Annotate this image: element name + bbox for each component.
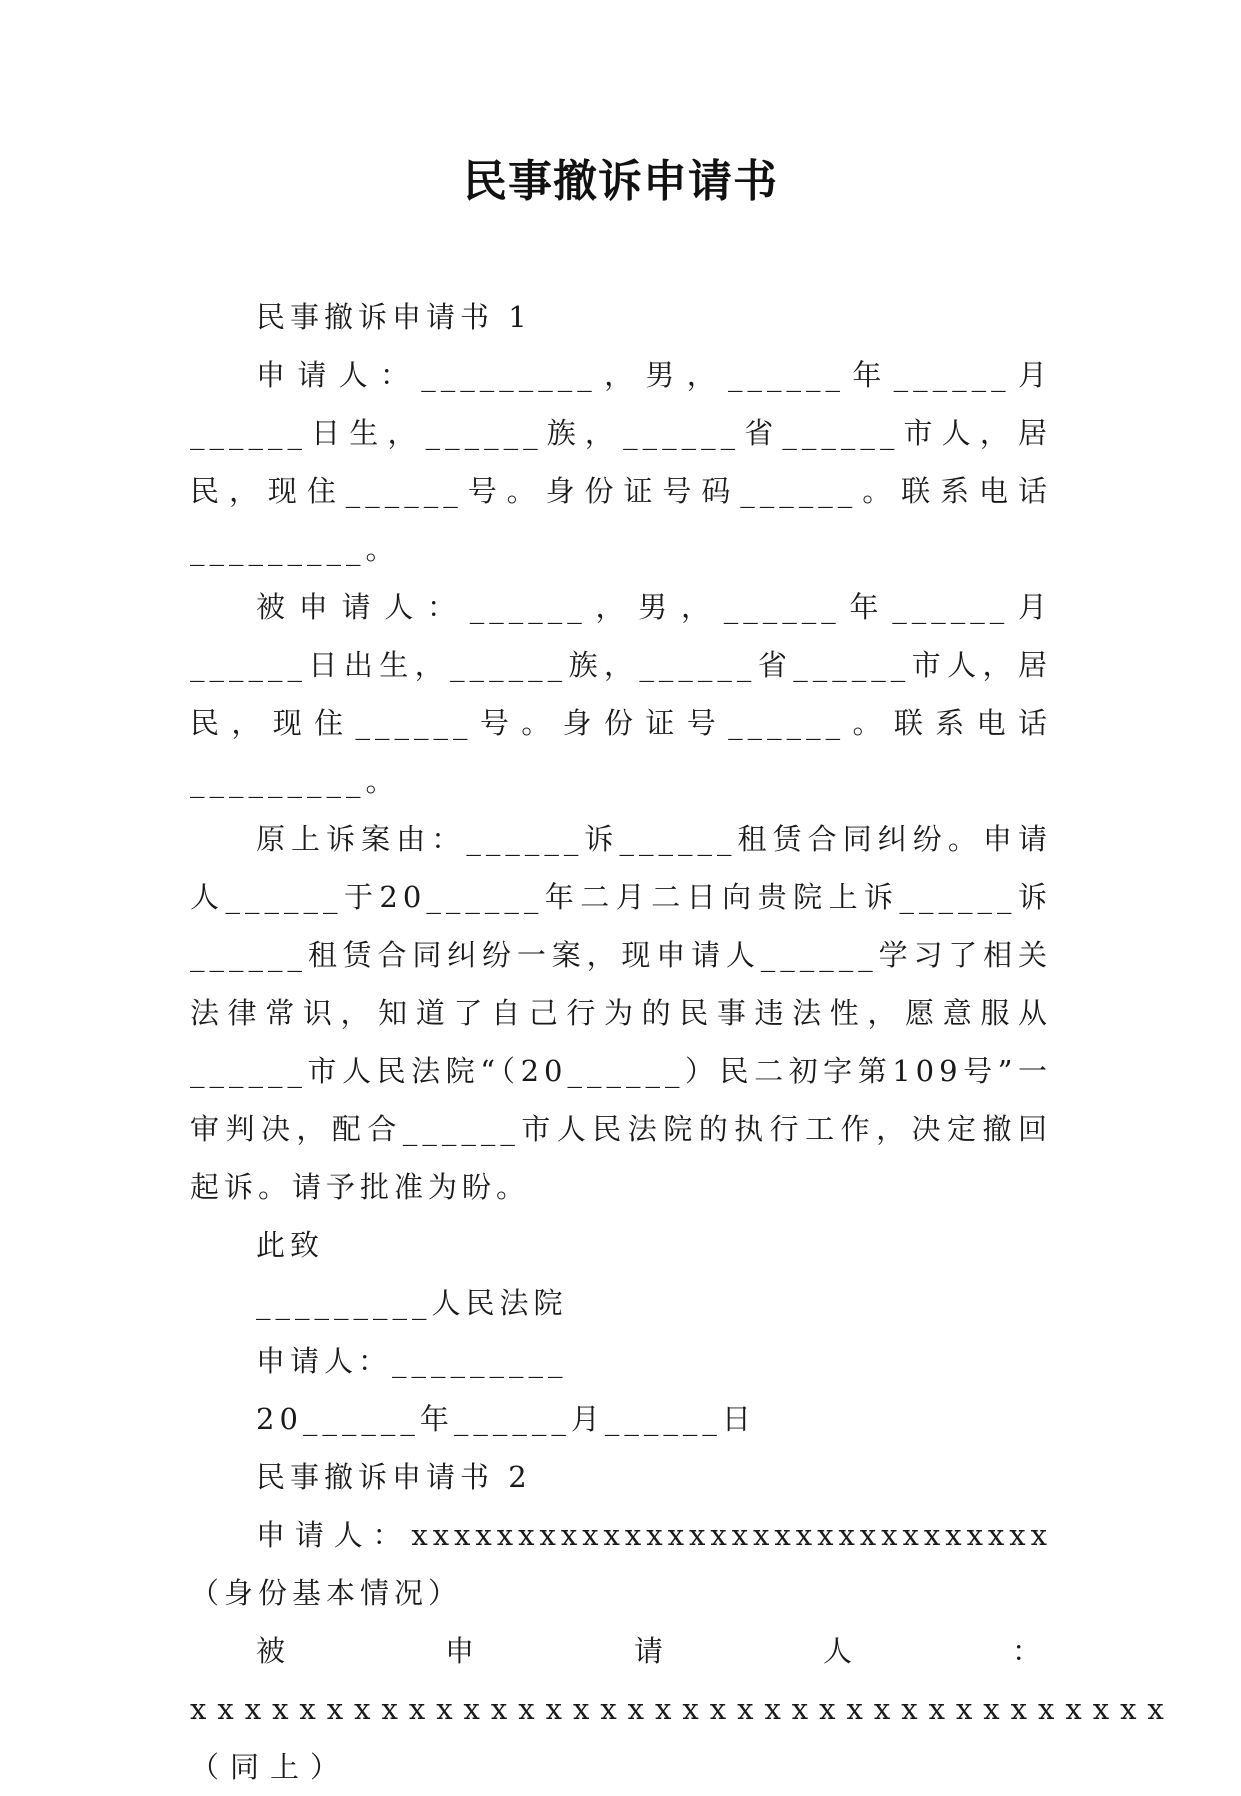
court-name-line: _________人民法院: [256, 1286, 568, 1320]
document-body: [190, 288, 1175, 1796]
respondent-info-paragraph: 被申请人：xxxxxxxxxxxxxxxxxxxxxxxxxxxxxxxxxxxx（同上）: [190, 1634, 1175, 1784]
applicant-info-paragraph: 申请人：xxxxxxxxxxxxxxxxxxxxxxxxxxxxxx（身份基本情况）: [190, 1518, 1052, 1610]
salutation: 此致: [256, 1228, 325, 1262]
section-heading-1: 民事撤诉申请书 1: [256, 300, 532, 334]
respondent-paragraph: 被申请人：______，男，______年______月______日出生，______族，______省______市人，居民，现住______号。身份证号______。联系电话_________。: [190, 590, 1052, 798]
case-statement-paragraph: 原上诉案由：______诉______租赁合同纠纷。申请人______于20______年二月二日向贵院上诉______诉______租赁合同纠纷一案，现申请人______学习了相关法律常识，知道了自己行为的民事违法性，愿意服从______市人民法院“（20______）民二初字第109号”一审判决，配合______市人民法院的执行工作，决定撤回起诉。请予批准为盼。: [190, 822, 1052, 1204]
document-title: 民事撤诉申请书: [463, 156, 778, 207]
section-heading-2: 民事撤诉申请书 2: [256, 1460, 532, 1494]
applicant-paragraph: 申请人：_________，男，______年______月______日生，______族，______省______市人，居民，现住______号。身份证号码______。联系电话_________。: [190, 358, 1052, 566]
signature-line: 申请人：_________: [256, 1344, 568, 1378]
date-line: 20______年______月______日: [256, 1402, 756, 1436]
